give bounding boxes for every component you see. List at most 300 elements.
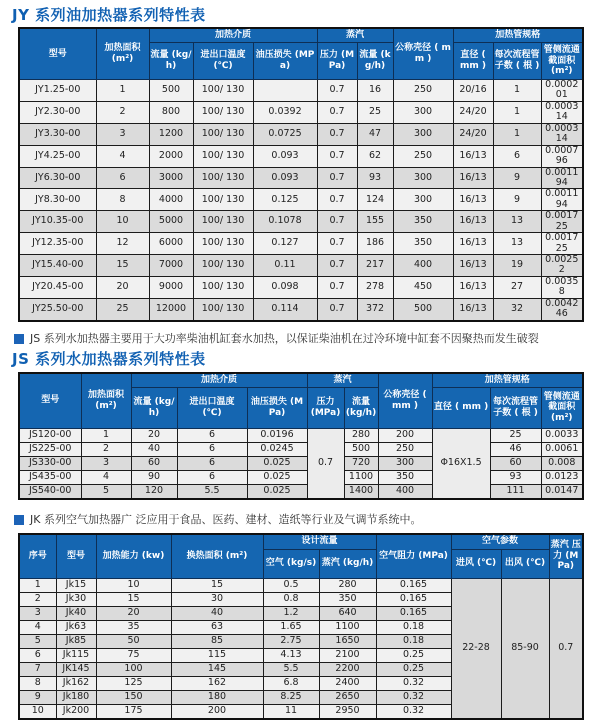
table-cell: 15 bbox=[171, 578, 263, 592]
table-cell: 0.7 bbox=[317, 211, 357, 233]
col-header-shell-diameter: 公称壳径 ( mm ) bbox=[378, 373, 432, 429]
table-cell: 280 bbox=[319, 578, 376, 592]
table-cell: 0.32 bbox=[376, 704, 451, 719]
note-text: JK 系列空气加热器广 泛应用于食品、医药、建材、造纸等行业及气调节系统中。 bbox=[30, 512, 422, 526]
table-cell: 0.098 bbox=[253, 276, 317, 298]
table-cell: 12000 bbox=[149, 298, 193, 320]
jy-table-body bbox=[19, 80, 583, 321]
table-cell: 40 bbox=[131, 442, 177, 456]
header-group-row bbox=[19, 373, 583, 388]
table-cell: 2950 bbox=[319, 704, 376, 719]
table-cell: JY8.30-00 bbox=[19, 189, 96, 211]
table-cell: 2650 bbox=[319, 690, 376, 704]
table-cell: 300 bbox=[393, 167, 453, 189]
table-cell: 500 bbox=[344, 442, 378, 456]
table-cell: 350 bbox=[378, 470, 432, 484]
table-cell: 0.025 bbox=[247, 484, 307, 499]
table-cell: 0.7 bbox=[317, 145, 357, 167]
table-cell: 11 bbox=[263, 704, 319, 719]
table-cell: 6.8 bbox=[263, 676, 319, 690]
table-cell: 0.025 bbox=[247, 456, 307, 470]
col-header-air-resistance: 空气阻力 (MPa) bbox=[376, 534, 451, 579]
table-cell: 0.0245 bbox=[247, 442, 307, 456]
table-cell: 155 bbox=[357, 211, 393, 233]
table-cell: 720 bbox=[344, 456, 378, 470]
table-cell: 100/ 130 bbox=[193, 145, 253, 167]
table-cell: 13 bbox=[493, 233, 541, 255]
table-cell: 20 bbox=[96, 276, 149, 298]
col-group-air-params: 空气参数 bbox=[451, 534, 549, 550]
table-cell: 1100 bbox=[344, 470, 378, 484]
table-cell: 5000 bbox=[149, 211, 193, 233]
table-cell: 500 bbox=[149, 80, 193, 102]
table-cell: 124 bbox=[357, 189, 393, 211]
table-cell: 0.0196 bbox=[247, 428, 307, 442]
table-cell: 350 bbox=[319, 592, 376, 606]
table-cell: 1 bbox=[19, 578, 56, 592]
table-cell: 0.001725 bbox=[541, 233, 583, 255]
table-cell: 0.114 bbox=[253, 298, 317, 320]
table-cell: 0.001194 bbox=[541, 189, 583, 211]
table-row bbox=[19, 233, 583, 255]
table-cell: 10 bbox=[96, 578, 171, 592]
col-header-inlet-air-temp: 进风 (℃) bbox=[451, 549, 501, 578]
table-cell: 16/13 bbox=[453, 255, 493, 277]
table-cell: 115 bbox=[171, 648, 263, 662]
table-cell: 2 bbox=[96, 101, 149, 123]
table-cell: 4000 bbox=[149, 189, 193, 211]
table-cell: 9 bbox=[493, 189, 541, 211]
col-header-shell-diameter: 公称壳径 ( mm ) bbox=[393, 28, 453, 80]
table-cell: 1400 bbox=[344, 484, 378, 499]
table-cell: 7000 bbox=[149, 255, 193, 277]
bullet-square-icon bbox=[14, 334, 24, 344]
table-cell: 100/ 130 bbox=[193, 80, 253, 102]
table-cell: 5.5 bbox=[263, 662, 319, 676]
table-cell: 6 bbox=[177, 470, 247, 484]
table-cell: JS330-00 bbox=[19, 456, 81, 470]
table-cell: 24/20 bbox=[453, 101, 493, 123]
table-cell: 4 bbox=[96, 145, 149, 167]
table-cell: 46 bbox=[490, 442, 541, 456]
table-row bbox=[19, 470, 583, 484]
table-cell: 20 bbox=[96, 606, 171, 620]
table-cell: 100/ 130 bbox=[193, 189, 253, 211]
table-cell: 35 bbox=[96, 620, 171, 634]
col-header-steam-flow: 流量 (kg/h) bbox=[357, 43, 393, 80]
table-cell: 111 bbox=[490, 484, 541, 499]
table-cell: 100 bbox=[96, 662, 171, 676]
table-cell: Φ16X1.5 bbox=[432, 428, 490, 499]
table-row bbox=[19, 123, 583, 145]
table-cell: 6 bbox=[19, 648, 56, 662]
table-cell: 0.00252 bbox=[541, 255, 583, 277]
table-cell: 150 bbox=[96, 690, 171, 704]
table-cell: 1.2 bbox=[263, 606, 319, 620]
js-intro-note bbox=[14, 332, 600, 346]
table-cell: 1 bbox=[493, 101, 541, 123]
jy-section-title: JY 系列油加热器系列特性表 bbox=[12, 6, 206, 24]
table-cell: 32 bbox=[493, 298, 541, 320]
col-header-tubes-per-pass: 每次流程管子数 ( 根 ) bbox=[493, 43, 541, 80]
table-cell: 0.004246 bbox=[541, 298, 583, 320]
table-cell: 0.7 bbox=[307, 428, 344, 499]
jk-table-body bbox=[19, 578, 583, 719]
table-cell: 20 bbox=[131, 428, 177, 442]
table-cell: 1200 bbox=[149, 123, 193, 145]
table-cell: 0.127 bbox=[253, 233, 317, 255]
table-cell: 0.18 bbox=[376, 634, 451, 648]
table-cell: 6 bbox=[96, 167, 149, 189]
col-header-oil-pressure-loss: 油压损失 (MPa) bbox=[247, 387, 307, 428]
table-cell: 9 bbox=[19, 690, 56, 704]
table-cell: 0.18 bbox=[376, 620, 451, 634]
table-cell: 0.0033 bbox=[541, 428, 583, 442]
table-cell: 25 bbox=[96, 298, 149, 320]
table-cell: 0.025 bbox=[247, 470, 307, 484]
col-header-outlet-air-temp: 出风 (℃) bbox=[501, 549, 549, 578]
table-cell: 19 bbox=[493, 255, 541, 277]
col-header-tube-diameter: 直径 ( mm ) bbox=[453, 43, 493, 80]
col-header-model: 型号 bbox=[19, 28, 96, 80]
table-cell: Jk162 bbox=[56, 676, 96, 690]
table-cell: 0.165 bbox=[376, 578, 451, 592]
table-cell: 200 bbox=[378, 428, 432, 442]
col-header-cross-section: 管侧流通截面积 (m²) bbox=[541, 43, 583, 80]
table-cell: 93 bbox=[357, 167, 393, 189]
table-row bbox=[19, 428, 583, 442]
table-cell: 0.5 bbox=[263, 578, 319, 592]
table-cell: JK145 bbox=[56, 662, 96, 676]
table-cell: 1100 bbox=[319, 620, 376, 634]
table-cell: 16/13 bbox=[453, 167, 493, 189]
table-row bbox=[19, 101, 583, 123]
col-header-cross-section: 管侧流通截面积 (m²) bbox=[541, 387, 583, 428]
table-cell: 400 bbox=[393, 255, 453, 277]
table-cell: JY4.25-00 bbox=[19, 145, 96, 167]
table-cell: 0.7 bbox=[317, 167, 357, 189]
table-cell: 250 bbox=[378, 442, 432, 456]
table-cell: JY2.30-00 bbox=[19, 101, 96, 123]
table-cell: 350 bbox=[393, 211, 453, 233]
js-water-heater-table bbox=[18, 372, 584, 500]
table-cell: 100/ 130 bbox=[193, 167, 253, 189]
table-cell: 0.25 bbox=[376, 648, 451, 662]
table-cell: 0.000314 bbox=[541, 123, 583, 145]
table-cell: 50 bbox=[96, 634, 171, 648]
table-cell: 16/13 bbox=[453, 211, 493, 233]
table-row bbox=[19, 189, 583, 211]
table-cell: JY10.35-00 bbox=[19, 211, 96, 233]
table-cell: 0.7 bbox=[317, 123, 357, 145]
table-cell: 60 bbox=[131, 456, 177, 470]
col-header-oil-pressure-loss: 油压损失 (MPa) bbox=[253, 43, 317, 80]
table-cell: 10 bbox=[19, 704, 56, 719]
table-cell: 5.5 bbox=[177, 484, 247, 499]
col-header-tubes-per-pass: 每次流程管子数 ( 根 ) bbox=[490, 387, 541, 428]
table-cell: 0.001194 bbox=[541, 167, 583, 189]
table-cell: 0.001725 bbox=[541, 211, 583, 233]
table-cell: 278 bbox=[357, 276, 393, 298]
table-cell: 200 bbox=[171, 704, 263, 719]
table-row bbox=[19, 145, 583, 167]
table-cell: JS540-00 bbox=[19, 484, 81, 499]
table-cell: 175 bbox=[96, 704, 171, 719]
table-cell: JY20.45-00 bbox=[19, 276, 96, 298]
table-cell: JS435-00 bbox=[19, 470, 81, 484]
table-cell: JY15.40-00 bbox=[19, 255, 96, 277]
table-cell: Jk30 bbox=[56, 592, 96, 606]
table-cell: 62 bbox=[357, 145, 393, 167]
table-cell: 4 bbox=[81, 470, 131, 484]
table-cell: 1 bbox=[81, 428, 131, 442]
col-header-index: 序号 bbox=[19, 534, 56, 579]
col-group-heating-medium: 加热介质 bbox=[131, 373, 307, 388]
table-cell: 3 bbox=[19, 606, 56, 620]
table-cell: 63 bbox=[171, 620, 263, 634]
table-cell: 0.165 bbox=[376, 606, 451, 620]
table-cell: 10 bbox=[96, 211, 149, 233]
col-group-steam: 蒸汽 bbox=[317, 28, 393, 43]
table-cell: 47 bbox=[357, 123, 393, 145]
table-cell: 20/16 bbox=[453, 80, 493, 102]
table-cell: 75 bbox=[96, 648, 171, 662]
table-cell: 0.7 bbox=[317, 298, 357, 320]
table-cell: 4.13 bbox=[263, 648, 319, 662]
table-cell: 16/13 bbox=[453, 233, 493, 255]
table-cell: Jk115 bbox=[56, 648, 96, 662]
table-cell: 0.8 bbox=[263, 592, 319, 606]
table-cell: 0.000201 bbox=[541, 80, 583, 102]
col-header-heating-area: 加热面积 (m²) bbox=[81, 373, 131, 429]
table-cell: 24/20 bbox=[453, 123, 493, 145]
table-cell: JY12.35-00 bbox=[19, 233, 96, 255]
header-group-row bbox=[19, 534, 583, 550]
table-cell: Jk180 bbox=[56, 690, 96, 704]
table-cell: 15 bbox=[96, 592, 171, 606]
table-cell: 800 bbox=[149, 101, 193, 123]
table-row bbox=[19, 80, 583, 102]
table-cell: 9 bbox=[493, 167, 541, 189]
table-cell: 6 bbox=[177, 442, 247, 456]
table-cell: 100/ 130 bbox=[193, 233, 253, 255]
js-table-body bbox=[19, 428, 583, 499]
table-cell: 400 bbox=[378, 484, 432, 499]
table-cell: 100/ 130 bbox=[193, 211, 253, 233]
table-cell: 125 bbox=[96, 676, 171, 690]
table-cell: 6 bbox=[493, 145, 541, 167]
table-cell: JY3.30-00 bbox=[19, 123, 96, 145]
table-cell: 640 bbox=[319, 606, 376, 620]
table-cell: 1 bbox=[493, 123, 541, 145]
table-cell: 85-90 bbox=[501, 578, 549, 719]
table-cell: JY1.25-00 bbox=[19, 80, 96, 102]
table-cell: 25 bbox=[490, 428, 541, 442]
table-cell: 40 bbox=[171, 606, 263, 620]
table-cell: 85 bbox=[171, 634, 263, 648]
table-cell: 90 bbox=[131, 470, 177, 484]
table-cell: 120 bbox=[131, 484, 177, 499]
table-cell: JY25.50-00 bbox=[19, 298, 96, 320]
col-header-model: 型号 bbox=[56, 534, 96, 579]
table-cell: 100/ 130 bbox=[193, 123, 253, 145]
table-cell: 372 bbox=[357, 298, 393, 320]
table-cell: 0.165 bbox=[376, 592, 451, 606]
col-header-inlet-outlet-temp: 进出口温度 (℃) bbox=[193, 43, 253, 80]
col-header-steam-pressure: 蒸汽 压力 (MPa) bbox=[549, 534, 583, 579]
table-cell: 0.00358 bbox=[541, 276, 583, 298]
table-cell: 350 bbox=[393, 233, 453, 255]
table-cell: 100/ 130 bbox=[193, 298, 253, 320]
table-cell: 180 bbox=[171, 690, 263, 704]
table-row bbox=[19, 578, 583, 592]
table-cell: 3000 bbox=[149, 167, 193, 189]
table-row bbox=[19, 255, 583, 277]
table-cell: 280 bbox=[344, 428, 378, 442]
table-cell: 0.32 bbox=[376, 690, 451, 704]
table-cell: 145 bbox=[171, 662, 263, 676]
col-header-heating-area: 加热面积 (m²) bbox=[96, 28, 149, 80]
table-cell: 0.11 bbox=[253, 255, 317, 277]
col-header-tube-diameter: 直径 ( mm ) bbox=[432, 387, 490, 428]
col-header-inlet-outlet-temp: 进出口温度 (℃) bbox=[177, 387, 247, 428]
table-cell: 0.008 bbox=[541, 456, 583, 470]
table-cell: 9000 bbox=[149, 276, 193, 298]
table-cell: 0.7 bbox=[317, 189, 357, 211]
table-cell: 7 bbox=[19, 662, 56, 676]
table-cell: 4 bbox=[19, 620, 56, 634]
table-cell: Jk200 bbox=[56, 704, 96, 719]
table-cell: 100/ 130 bbox=[193, 255, 253, 277]
col-header-steam-flow: 流量 (kg/h) bbox=[344, 387, 378, 428]
col-header-heating-capacity: 加热能力 (kw) bbox=[96, 534, 171, 579]
jk-intro-note bbox=[14, 513, 600, 527]
table-cell: 0.0123 bbox=[541, 470, 583, 484]
table-cell: JS120-00 bbox=[19, 428, 81, 442]
note-text: JS 系列水加热器主要用于大功率柴油机缸套水加热，以保证柴油机在过冷环境中缸套不因聚热而发生破裂 bbox=[30, 331, 539, 345]
table-cell: 450 bbox=[393, 276, 453, 298]
table-cell: 27 bbox=[493, 276, 541, 298]
table-cell: 5 bbox=[81, 484, 131, 499]
table-cell: 30 bbox=[171, 592, 263, 606]
table-cell: 2 bbox=[81, 442, 131, 456]
table-cell: 0.093 bbox=[253, 167, 317, 189]
table-cell: 0.7 bbox=[549, 578, 583, 719]
js-section-title: JS 系列水加热器系列特性表 bbox=[12, 349, 206, 368]
table-cell: 2 bbox=[19, 592, 56, 606]
table-row bbox=[19, 484, 583, 499]
table-cell: 16/13 bbox=[453, 189, 493, 211]
table-cell: 0.093 bbox=[253, 145, 317, 167]
table-cell: 16/13 bbox=[453, 276, 493, 298]
table-row bbox=[19, 167, 583, 189]
table-cell: 0.125 bbox=[253, 189, 317, 211]
col-group-steam: 蒸汽 bbox=[307, 373, 378, 388]
col-header-exchange-area: 换热面积 (m²) bbox=[171, 534, 263, 579]
table-cell: 60 bbox=[490, 456, 541, 470]
table-cell: 16 bbox=[357, 80, 393, 102]
header-group-row bbox=[19, 28, 583, 43]
table-row bbox=[19, 442, 583, 456]
table-cell bbox=[253, 80, 317, 102]
table-cell: 100/ 130 bbox=[193, 101, 253, 123]
col-group-tube-spec: 加热管规格 bbox=[432, 373, 583, 388]
table-cell: 2000 bbox=[149, 145, 193, 167]
col-group-heating-medium: 加热介质 bbox=[149, 28, 317, 43]
table-cell: 2.75 bbox=[263, 634, 319, 648]
table-cell: 1 bbox=[493, 80, 541, 102]
table-cell: Jk40 bbox=[56, 606, 96, 620]
table-row bbox=[19, 298, 583, 320]
table-cell: 1650 bbox=[319, 634, 376, 648]
table-cell: 300 bbox=[393, 189, 453, 211]
table-cell: 13 bbox=[493, 211, 541, 233]
table-cell: 6 bbox=[177, 428, 247, 442]
table-row bbox=[19, 276, 583, 298]
table-cell: 300 bbox=[393, 123, 453, 145]
table-row bbox=[19, 456, 583, 470]
table-cell: 2400 bbox=[319, 676, 376, 690]
table-cell: Jk15 bbox=[56, 578, 96, 592]
table-cell: JY6.30-00 bbox=[19, 167, 96, 189]
table-cell: 186 bbox=[357, 233, 393, 255]
col-header-model: 型号 bbox=[19, 373, 81, 429]
table-cell: 1 bbox=[96, 80, 149, 102]
table-cell: 3 bbox=[81, 456, 131, 470]
table-cell: 0.32 bbox=[376, 676, 451, 690]
table-cell: 6000 bbox=[149, 233, 193, 255]
table-cell: 500 bbox=[393, 298, 453, 320]
table-cell: 2100 bbox=[319, 648, 376, 662]
table-cell: 162 bbox=[171, 676, 263, 690]
col-header-air-flow: 空气 (kg/s) bbox=[263, 549, 319, 578]
table-cell: 0.0392 bbox=[253, 101, 317, 123]
col-group-tube-spec: 加热管规格 bbox=[453, 28, 583, 43]
table-cell: 0.7 bbox=[317, 233, 357, 255]
table-cell: 217 bbox=[357, 255, 393, 277]
table-cell: 22-28 bbox=[451, 578, 501, 719]
jy-oil-heater-table bbox=[18, 27, 584, 322]
table-cell: 0.0725 bbox=[253, 123, 317, 145]
table-cell: 0.7 bbox=[317, 255, 357, 277]
table-cell: 0.1078 bbox=[253, 211, 317, 233]
table-cell: 100/ 130 bbox=[193, 276, 253, 298]
table-cell: 16/13 bbox=[453, 298, 493, 320]
table-cell: 1.65 bbox=[263, 620, 319, 634]
table-cell: 0.25 bbox=[376, 662, 451, 676]
table-cell: 15 bbox=[96, 255, 149, 277]
table-cell: 3 bbox=[96, 123, 149, 145]
jk-air-heater-table bbox=[18, 533, 584, 720]
col-header-flow: 流量 (kg/h) bbox=[149, 43, 193, 80]
table-cell: 8 bbox=[96, 189, 149, 211]
table-cell: 0.000796 bbox=[541, 145, 583, 167]
table-cell: 0.0147 bbox=[541, 484, 583, 499]
table-cell: 0.7 bbox=[317, 276, 357, 298]
table-cell: 8.25 bbox=[263, 690, 319, 704]
table-cell: 16/13 bbox=[453, 145, 493, 167]
table-row bbox=[19, 211, 583, 233]
table-cell: 25 bbox=[357, 101, 393, 123]
table-cell: 93 bbox=[490, 470, 541, 484]
table-cell: 0.000314 bbox=[541, 101, 583, 123]
table-cell: 250 bbox=[393, 145, 453, 167]
col-header-steam-pressure: 压力 (MPa) bbox=[307, 387, 344, 428]
table-cell: Jk63 bbox=[56, 620, 96, 634]
col-header-steam-flow: 蒸汽 (kg/h) bbox=[319, 549, 376, 578]
col-header-steam-pressure: 压力 (MPa) bbox=[317, 43, 357, 80]
table-cell: 5 bbox=[19, 634, 56, 648]
